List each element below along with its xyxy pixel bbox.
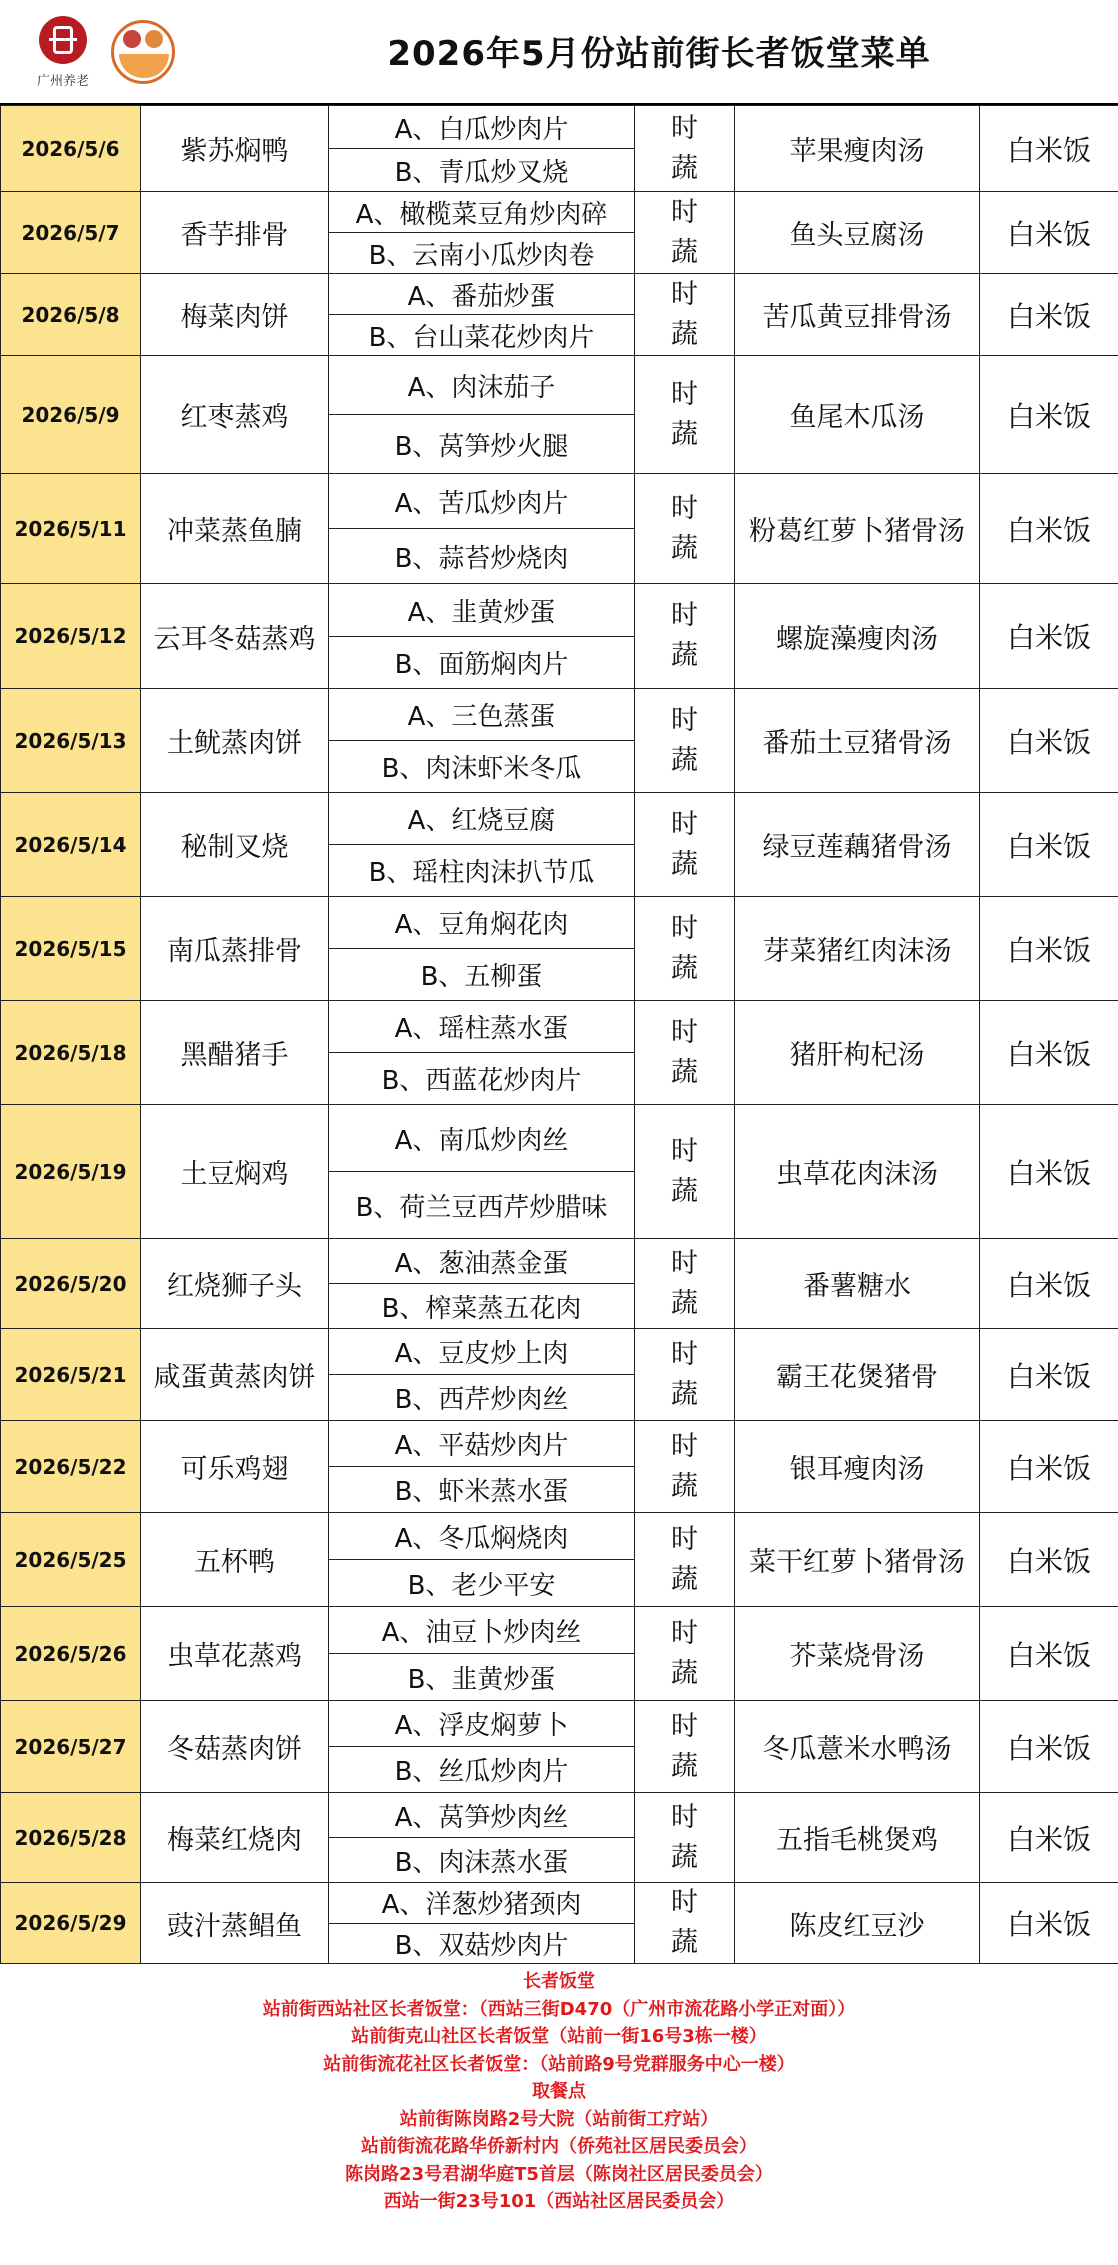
menu-date: 2026/5/9 bbox=[1, 356, 141, 474]
soup-dish: 银耳瘦肉汤 bbox=[735, 1421, 980, 1513]
vegetable-dish: 时蔬 bbox=[635, 106, 735, 192]
vegetable-dish: 时蔬 bbox=[635, 793, 735, 897]
side-dish-b: B、五柳蛋 bbox=[329, 949, 635, 1001]
soup-dish: 苦瓜黄豆排骨汤 bbox=[735, 274, 980, 356]
main-dish: 土豆焖鸡 bbox=[141, 1105, 329, 1239]
menu-row bbox=[1, 474, 1118, 529]
menu-date: 2026/5/13 bbox=[1, 689, 141, 793]
soup-dish: 螺旋藻瘦肉汤 bbox=[735, 584, 980, 689]
vegetable-dish: 时蔬 bbox=[635, 1883, 735, 1964]
side-dish-a: A、橄榄菜豆角炒肉碎 bbox=[329, 192, 635, 233]
staple-rice: 白米饭 bbox=[980, 1329, 1118, 1421]
soup-dish: 菜干红萝卜猪骨汤 bbox=[735, 1513, 980, 1607]
menu-date: 2026/5/19 bbox=[1, 1105, 141, 1239]
side-dish-a: A、浮皮焖萝卜 bbox=[329, 1701, 635, 1747]
side-dish-a: A、南瓜炒肉丝 bbox=[329, 1105, 635, 1172]
pickup-address: 陈岗路23号君湖华庭T5首层（陈岗社区居民委员会） bbox=[345, 2163, 773, 2185]
staple-rice: 白米饭 bbox=[980, 1701, 1118, 1793]
side-dish-a: A、豆角焖花肉 bbox=[329, 897, 635, 949]
main-dish: 香芋排骨 bbox=[141, 192, 329, 274]
vegetable-dish: 时蔬 bbox=[635, 1793, 735, 1883]
staple-rice: 白米饭 bbox=[980, 274, 1118, 356]
main-dish: 秘制叉烧 bbox=[141, 793, 329, 897]
staple-rice: 白米饭 bbox=[980, 1793, 1118, 1883]
menu-date: 2026/5/14 bbox=[1, 793, 141, 897]
side-dish-a: A、白瓜炒肉片 bbox=[329, 106, 635, 149]
side-dish-a: A、瑶柱蒸水蛋 bbox=[329, 1001, 635, 1053]
side-dish-a: A、莴笋炒肉丝 bbox=[329, 1793, 635, 1838]
canteen-logo bbox=[105, 14, 187, 98]
soup-dish: 冬瓜薏米水鸭汤 bbox=[735, 1701, 980, 1793]
staple-rice: 白米饭 bbox=[980, 1001, 1118, 1105]
main-dish: 紫苏焖鸭 bbox=[141, 106, 329, 192]
soup-dish: 鱼尾木瓜汤 bbox=[735, 356, 980, 474]
side-dish-b: B、云南小瓜炒肉卷 bbox=[329, 233, 635, 274]
main-dish: 冬菇蒸肉饼 bbox=[141, 1701, 329, 1793]
vegetable-dish: 时蔬 bbox=[635, 1329, 735, 1421]
main-dish: 梅菜红烧肉 bbox=[141, 1793, 329, 1883]
side-dish-a: A、豆皮炒上肉 bbox=[329, 1329, 635, 1375]
menu-row bbox=[1, 192, 1118, 233]
menu-row bbox=[1, 356, 1118, 415]
main-dish: 可乐鸡翅 bbox=[141, 1421, 329, 1513]
vegetable-dish: 时蔬 bbox=[635, 689, 735, 793]
staple-rice: 白米饭 bbox=[980, 689, 1118, 793]
staple-rice: 白米饭 bbox=[980, 1105, 1118, 1239]
staple-rice: 白米饭 bbox=[980, 1239, 1118, 1329]
menu-date: 2026/5/27 bbox=[1, 1701, 141, 1793]
menu-date: 2026/5/28 bbox=[1, 1793, 141, 1883]
menu-date: 2026/5/20 bbox=[1, 1239, 141, 1329]
side-dish-a: A、油豆卜炒肉丝 bbox=[329, 1607, 635, 1654]
vegetable-dish: 时蔬 bbox=[635, 1105, 735, 1239]
vegetable-dish: 时蔬 bbox=[635, 474, 735, 584]
side-dish-b: B、双菇炒肉片 bbox=[329, 1923, 635, 1964]
vegetable-dish: 时蔬 bbox=[635, 1239, 735, 1329]
logo-text: 广州养老 bbox=[36, 74, 89, 89]
side-dish-a: A、肉沫茄子 bbox=[329, 356, 635, 415]
vegetable-dish: 时蔬 bbox=[635, 356, 735, 474]
side-dish-b: B、莴笋炒火腿 bbox=[329, 415, 635, 474]
main-dish: 五杯鸭 bbox=[141, 1513, 329, 1607]
vegetable-dish: 时蔬 bbox=[635, 897, 735, 1001]
menu-date: 2026/5/8 bbox=[1, 274, 141, 356]
vegetable-dish: 时蔬 bbox=[635, 1513, 735, 1607]
main-dish: 红烧狮子头 bbox=[141, 1239, 329, 1329]
page-title: 2026年5月份站前街长者饭堂菜单 bbox=[387, 34, 931, 74]
guangzhou-elderly-care-logo bbox=[28, 16, 98, 96]
side-dish-b: B、榨菜蒸五花肉 bbox=[329, 1284, 635, 1329]
side-dish-a: A、葱油蒸金蛋 bbox=[329, 1239, 635, 1284]
soup-dish: 绿豆莲藕猪骨汤 bbox=[735, 793, 980, 897]
soup-dish: 粉葛红萝卜猪骨汤 bbox=[735, 474, 980, 584]
side-dish-a: A、三色蒸蛋 bbox=[329, 689, 635, 741]
side-dish-b: B、虾米蒸水蛋 bbox=[329, 1467, 635, 1513]
side-dish-b: B、肉沫蒸水蛋 bbox=[329, 1838, 635, 1883]
staple-rice: 白米饭 bbox=[980, 1883, 1118, 1964]
page-header bbox=[0, 0, 1118, 105]
menu-row bbox=[1, 1607, 1118, 1654]
canteen-address: 站前街西站社区长者饭堂：（西站三街D470（广州市流花路小学正对面）） bbox=[262, 1998, 856, 2020]
main-dish: 咸蛋黄蒸肉饼 bbox=[141, 1329, 329, 1421]
staple-rice: 白米饭 bbox=[980, 356, 1118, 474]
staple-rice: 白米饭 bbox=[980, 1513, 1118, 1607]
menu-row bbox=[1, 106, 1118, 149]
vegetable-dish: 时蔬 bbox=[635, 192, 735, 274]
menu-row bbox=[1, 1105, 1118, 1172]
menu-date: 2026/5/7 bbox=[1, 192, 141, 274]
canteen-heading: 长者饭堂 bbox=[523, 1971, 595, 1992]
menu-row bbox=[1, 1883, 1118, 1924]
side-dish-b: B、青瓜炒叉烧 bbox=[329, 149, 635, 192]
side-dish-b: B、蒜苔炒烧肉 bbox=[329, 529, 635, 584]
side-dish-b: B、西芹炒肉丝 bbox=[329, 1375, 635, 1421]
menu-row bbox=[1, 1513, 1118, 1560]
staple-rice: 白米饭 bbox=[980, 474, 1118, 584]
pickup-address: 站前街流花路华侨新村内（侨苑社区居民委员会） bbox=[361, 2136, 757, 2157]
menu-row bbox=[1, 1701, 1118, 1747]
footer-locations bbox=[0, 1968, 1118, 2216]
pickup-address: 站前街陈岗路2号大院（站前街工疗站） bbox=[399, 2108, 719, 2130]
main-dish: 红枣蒸鸡 bbox=[141, 356, 329, 474]
staple-rice: 白米饭 bbox=[980, 793, 1118, 897]
vegetable-dish: 时蔬 bbox=[635, 1701, 735, 1793]
side-dish-b: B、老少平安 bbox=[329, 1560, 635, 1607]
side-dish-b: B、西蓝花炒肉片 bbox=[329, 1053, 635, 1105]
main-dish: 梅菜肉饼 bbox=[141, 274, 329, 356]
menu-date: 2026/5/18 bbox=[1, 1001, 141, 1105]
vegetable-dish: 时蔬 bbox=[635, 274, 735, 356]
main-dish: 南瓜蒸排骨 bbox=[141, 897, 329, 1001]
side-dish-b: B、韭黄炒蛋 bbox=[329, 1654, 635, 1701]
staple-rice: 白米饭 bbox=[980, 584, 1118, 689]
menu-row bbox=[1, 1239, 1118, 1284]
menu-row bbox=[1, 689, 1118, 741]
elder-figure-icon bbox=[145, 30, 163, 48]
soup-dish: 鱼头豆腐汤 bbox=[735, 192, 980, 274]
side-dish-a: A、苦瓜炒肉片 bbox=[329, 474, 635, 529]
side-dish-b: B、丝瓜炒肉片 bbox=[329, 1747, 635, 1793]
menu-date: 2026/5/26 bbox=[1, 1607, 141, 1701]
main-dish: 豉汁蒸鲳鱼 bbox=[141, 1883, 329, 1964]
pickup-heading: 取餐点 bbox=[532, 2081, 586, 2102]
menu-date: 2026/5/12 bbox=[1, 584, 141, 689]
side-dish-a: A、平菇炒肉片 bbox=[329, 1421, 635, 1467]
side-dish-b: B、肉沫虾米冬瓜 bbox=[329, 741, 635, 793]
side-dish-b: B、瑶柱肉沫扒节瓜 bbox=[329, 845, 635, 897]
main-dish: 云耳冬菇蒸鸡 bbox=[141, 584, 329, 689]
vegetable-dish: 时蔬 bbox=[635, 584, 735, 689]
canteen-address: 站前街流花社区长者饭堂：（站前路9号党群服务中心一楼） bbox=[323, 2053, 795, 2075]
main-dish: 黑醋猪手 bbox=[141, 1001, 329, 1105]
side-dish-a: A、韭黄炒蛋 bbox=[329, 584, 635, 637]
side-dish-b: B、面筋焖肉片 bbox=[329, 637, 635, 689]
vegetable-dish: 时蔬 bbox=[635, 1421, 735, 1513]
menu-row bbox=[1, 274, 1118, 315]
main-dish: 虫草花蒸鸡 bbox=[141, 1607, 329, 1701]
menu-date: 2026/5/6 bbox=[1, 106, 141, 192]
menu-date: 2026/5/22 bbox=[1, 1421, 141, 1513]
main-dish: 土鱿蒸肉饼 bbox=[141, 689, 329, 793]
soup-dish: 番茄土豆猪骨汤 bbox=[735, 689, 980, 793]
menu-date: 2026/5/25 bbox=[1, 1513, 141, 1607]
menu-row bbox=[1, 793, 1118, 845]
menu-date: 2026/5/15 bbox=[1, 897, 141, 1001]
logo-emblem-icon bbox=[39, 16, 87, 64]
soup-dish: 虫草花肉沫汤 bbox=[735, 1105, 980, 1239]
soup-dish: 番薯糖水 bbox=[735, 1239, 980, 1329]
side-dish-b: B、荷兰豆西芹炒腊味 bbox=[329, 1172, 635, 1239]
soup-dish: 陈皮红豆沙 bbox=[735, 1883, 980, 1964]
menu-date: 2026/5/29 bbox=[1, 1883, 141, 1964]
side-dish-a: A、冬瓜焖烧肉 bbox=[329, 1513, 635, 1560]
menu-row bbox=[1, 897, 1118, 949]
pickup-address: 西站一街23号101（西站社区居民委员会） bbox=[383, 2191, 735, 2212]
side-dish-a: A、红烧豆腐 bbox=[329, 793, 635, 845]
menu-row bbox=[1, 1001, 1118, 1053]
soup-dish: 芥菜烧骨汤 bbox=[735, 1607, 980, 1701]
soup-dish: 苹果瘦肉汤 bbox=[735, 106, 980, 192]
canteen-address: 站前街克山社区长者饭堂（站前一街16号3栋一楼） bbox=[351, 2026, 767, 2047]
menu-row bbox=[1, 584, 1118, 637]
vegetable-dish: 时蔬 bbox=[635, 1001, 735, 1105]
staple-rice: 白米饭 bbox=[980, 897, 1118, 1001]
side-dish-a: A、洋葱炒猪颈肉 bbox=[329, 1883, 635, 1924]
menu-date: 2026/5/11 bbox=[1, 474, 141, 584]
menu-row bbox=[1, 1329, 1118, 1375]
soup-dish: 猪肝枸杞汤 bbox=[735, 1001, 980, 1105]
side-dish-a: A、番茄炒蛋 bbox=[329, 274, 635, 315]
soup-dish: 五指毛桃煲鸡 bbox=[735, 1793, 980, 1883]
staple-rice: 白米饭 bbox=[980, 192, 1118, 274]
soup-dish: 霸王花煲猪骨 bbox=[735, 1329, 980, 1421]
staple-rice: 白米饭 bbox=[980, 106, 1118, 192]
elder-figure-icon bbox=[123, 30, 141, 48]
staple-rice: 白米饭 bbox=[980, 1607, 1118, 1701]
main-dish: 冲菜蒸鱼腩 bbox=[141, 474, 329, 584]
menu-row bbox=[1, 1793, 1118, 1838]
menu-row bbox=[1, 1421, 1118, 1467]
vegetable-dish: 时蔬 bbox=[635, 1607, 735, 1701]
soup-dish: 芽菜猪红肉沫汤 bbox=[735, 897, 980, 1001]
menu-date: 2026/5/21 bbox=[1, 1329, 141, 1421]
staple-rice: 白米饭 bbox=[980, 1421, 1118, 1513]
menu-table bbox=[0, 105, 1118, 1964]
side-dish-b: B、台山菜花炒肉片 bbox=[329, 315, 635, 356]
